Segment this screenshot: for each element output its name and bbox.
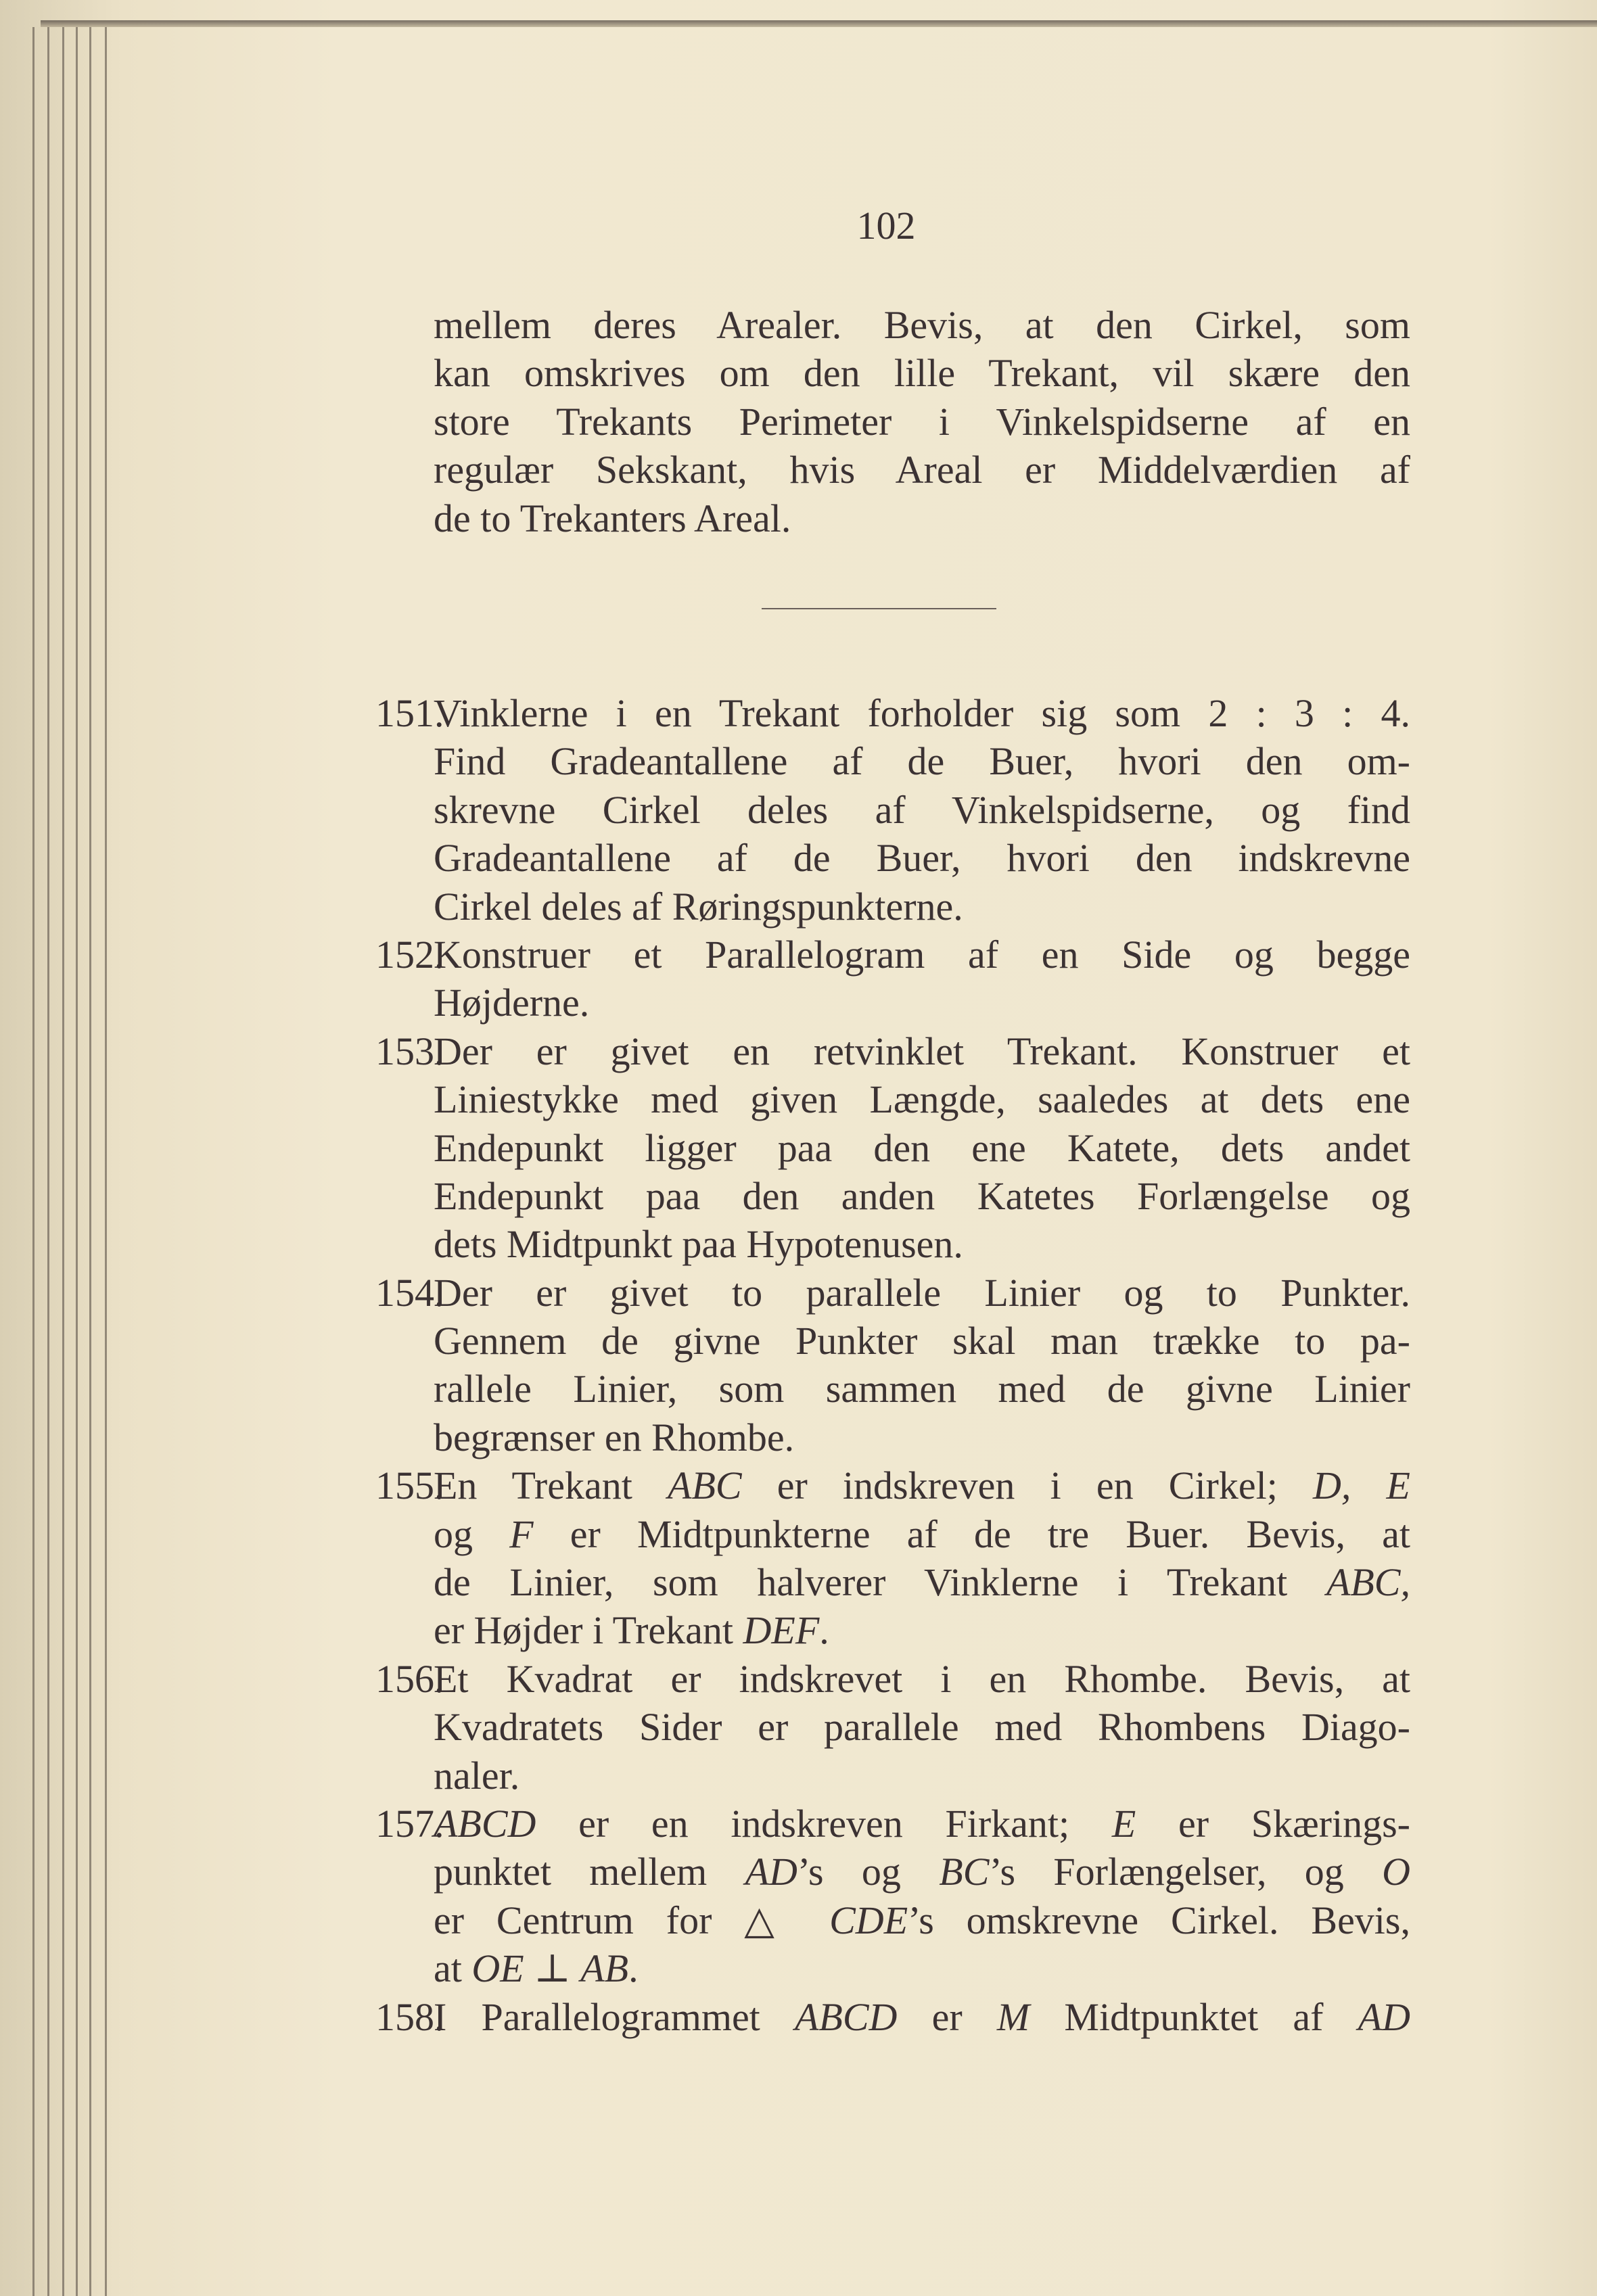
text-segment: Liniestykke med given Længde, saaledes at dets ene <box>434 1077 1410 1122</box>
problem-list <box>375 689 1411 2041</box>
text-line <box>434 1703 1410 1751</box>
text-segment: at <box>434 1946 472 1991</box>
text-segment: er Skærings- <box>1136 1801 1410 1846</box>
text-segment: Endepunkt ligger paa den ene Katete, dets andet <box>434 1125 1410 1170</box>
text-segment: Der er givet to parallele Linier og to Punkter. <box>434 1270 1410 1315</box>
page-top-edge <box>41 20 1597 27</box>
math-symbol: ABC <box>668 1463 742 1508</box>
continuation-paragraph <box>434 301 1410 542</box>
text-line <box>434 349 1410 397</box>
text-segment: En Trekant <box>434 1463 668 1508</box>
text-line <box>434 1800 1410 1848</box>
text-segment: naler. <box>434 1753 520 1798</box>
math-symbol: ABCD <box>795 1994 898 2039</box>
math-symbol: D, E <box>1313 1463 1410 1508</box>
text-line <box>434 834 1410 882</box>
text-line <box>434 786 1410 834</box>
text-line <box>434 1993 1410 2041</box>
text-line <box>434 446 1410 494</box>
math-symbol: AD <box>745 1850 797 1894</box>
text-segment: punktet mellem <box>434 1850 745 1894</box>
text-line <box>434 1317 1410 1365</box>
text-line <box>434 1944 1410 1992</box>
math-symbol: OE <box>471 1946 524 1991</box>
text-line <box>434 1655 1410 1703</box>
text-line <box>434 494 1410 542</box>
text-line <box>434 1075 1410 1123</box>
text-segment: og <box>434 1512 510 1556</box>
text-line <box>434 1413 1410 1461</box>
text-segment: de to Trekanters Areal. <box>434 496 791 540</box>
math-symbol: AB <box>580 1946 629 1991</box>
math-symbol: ABC, <box>1326 1560 1410 1605</box>
text-segment: regulær Sekskant, hvis Areal er Middelværdien af <box>434 448 1410 492</box>
text-segment: Endepunkt paa den anden Katetes Forlængelse og <box>434 1173 1410 1218</box>
text-segment: skrevne Cirkel deles af Vinkelspidserne, og find <box>434 787 1410 832</box>
text-segment: Vinklerne i en Trekant forholder sig som 2 : 3 : 4. <box>434 691 1410 735</box>
page-stack-edge <box>62 27 64 2296</box>
text-segment: Der er givet en retvinklet Trekant. Konstruer et <box>434 1029 1410 1073</box>
problem-number: 154. <box>375 1270 444 1315</box>
text-line <box>434 1752 1410 1800</box>
problem-item <box>375 689 1410 931</box>
problem-number: 152. <box>375 932 444 977</box>
text-segment: er Midtpunkterne af de tre Buer. Bevis, at <box>533 1512 1411 1556</box>
text-segment: ’s Forlængelser, og <box>989 1850 1383 1894</box>
text-segment: er Centrum for △ <box>434 1898 830 1942</box>
text-line <box>434 398 1410 446</box>
text-segment: mellem deres Arealer. Bevis, at den Cirkel, som <box>434 303 1410 347</box>
text-line <box>434 1461 1410 1509</box>
math-symbol: ABCD <box>434 1801 536 1846</box>
text-line <box>434 883 1410 931</box>
text-line <box>434 737 1410 785</box>
section-divider <box>762 608 996 609</box>
text-line <box>434 979 1410 1027</box>
text-segment: Konstruer et Parallelogram af en Side og begge <box>434 932 1410 977</box>
problem-item <box>375 1655 1410 1800</box>
text-segment: Kvadratets Sider er parallele med Rhombens Diago- <box>434 1705 1410 1750</box>
text-segment: Et Kvadrat er indskrevet i en Rhombe. Bevis, at <box>434 1656 1410 1701</box>
problem-number: 156. <box>375 1656 444 1701</box>
problem-item <box>375 1269 1410 1462</box>
page-stack-edge <box>76 27 78 2296</box>
math-symbol: DEF <box>743 1608 820 1653</box>
text-segment: kan omskrives om den lille Trekant, vil skære den <box>434 351 1410 396</box>
text-segment: store Trekants Perimeter i Vinkelspidserne af en <box>434 399 1410 444</box>
problem-number: 151. <box>375 691 444 735</box>
text-segment: begrænser en Rhombe. <box>434 1415 795 1459</box>
text-segment: Gradeantallene af de Buer, hvori den indskrevne <box>434 836 1410 881</box>
math-symbol: CDE <box>829 1898 908 1942</box>
text-line <box>434 1124 1410 1172</box>
page-stack-edge <box>32 27 34 2296</box>
problem-item <box>375 931 1410 1027</box>
text-line <box>434 1269 1410 1317</box>
text-line <box>434 1220 1410 1268</box>
page-stack-edge <box>89 27 91 2296</box>
text-line <box>434 1172 1410 1220</box>
page-stack-edge <box>47 27 49 2296</box>
math-symbol: F <box>509 1512 534 1556</box>
problem-number: 157. <box>375 1801 444 1846</box>
math-symbol: BC <box>939 1850 990 1894</box>
text-segment: er indskreven i en Cirkel; <box>741 1463 1314 1508</box>
page-number: 102 <box>856 204 916 248</box>
text-segment: er <box>897 1994 997 2039</box>
text-segment: I Parallelogrammet <box>434 1994 795 2039</box>
text-line <box>434 1606 1410 1654</box>
text-line <box>434 1027 1410 1075</box>
text-segment: Højderne. <box>434 981 590 1025</box>
text-segment: rallele Linier, som sammen med de givne Linier <box>434 1367 1410 1411</box>
text-segment: de Linier, som halverer Vinklerne i Trekant <box>434 1560 1326 1605</box>
text-segment: Gennem de givne Punkter skal man trække to pa- <box>434 1319 1410 1363</box>
text-line <box>434 301 1410 349</box>
text-line <box>434 1896 1410 1944</box>
text-segment: er en indskreven Firkant; <box>536 1801 1112 1846</box>
math-symbol: O <box>1382 1850 1410 1894</box>
problem-number: 155. <box>375 1463 444 1508</box>
math-symbol: AD <box>1358 1994 1410 2039</box>
text-segment: ’s omskrevne Cirkel. Bevis, <box>908 1898 1410 1942</box>
text-segment: Midtpunktet af <box>1029 1994 1358 2039</box>
math-symbol: E <box>1111 1801 1136 1846</box>
problem-item <box>375 1800 1410 1993</box>
problem-item <box>375 1027 1410 1269</box>
text-line <box>434 931 1410 979</box>
text-segment: ’s og <box>797 1850 940 1894</box>
text-line <box>434 1365 1410 1413</box>
text-segment: er Højder i Trekant <box>434 1608 743 1653</box>
text-segment: . <box>819 1608 829 1653</box>
text-line <box>434 1848 1410 1896</box>
problem-number: 153. <box>375 1029 444 1073</box>
page-stack-edge <box>105 27 107 2296</box>
problem-item <box>375 1993 1410 2041</box>
problem-item <box>375 1461 1411 1655</box>
text-line <box>434 1558 1410 1606</box>
text-line <box>434 689 1410 737</box>
text-segment: . <box>628 1946 639 1991</box>
math-symbol: M <box>996 1994 1030 2039</box>
text-segment: dets Midtpunkt paa Hypotenusen. <box>434 1222 963 1267</box>
text-segment: Find Gradeantallene af de Buer, hvori den om- <box>434 739 1410 784</box>
text-line <box>434 1510 1410 1558</box>
problem-number: 158. <box>375 1994 444 2039</box>
text-segment: Cirkel deles af Røringspunkterne. <box>434 884 963 929</box>
text-segment: ⊥ <box>524 1946 581 1991</box>
